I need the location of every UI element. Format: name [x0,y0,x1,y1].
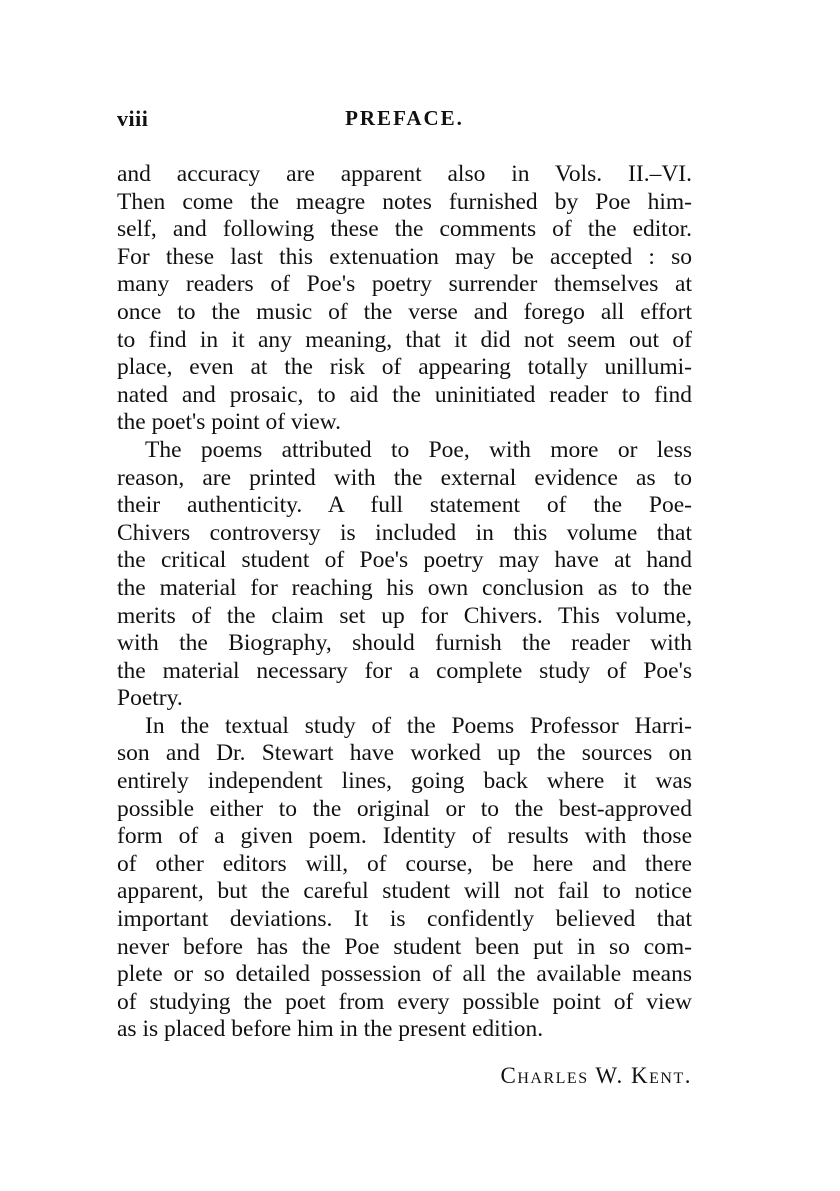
running-title: PREFACE. [345,106,464,130]
text-line: with the Biography, should furnish the reader with [117,630,692,657]
text-line: In the textual study of the Poems Professor Harri- [145,712,692,739]
text-line: the poet's point of view. [117,409,341,436]
text-line: the material for reaching his own conclusion as to the [117,574,692,601]
text-line: place, even at the risk of appearing totally unillumi- [117,354,692,381]
text-line: Chivers controversy is included in this volume that [117,519,692,546]
page-header [117,106,692,136]
text-line: as is placed before him in the present edition. [117,1016,544,1043]
text-line: plete or so detailed possession of all the available means [117,961,692,988]
text-line: Then come the meagre notes furnished by Poe him- [117,188,692,215]
text-line: reason, are printed with the external evidence as to [117,464,692,491]
paragraph [117,713,692,1044]
page-number: viii [117,106,149,131]
text-line: never before has the Poe student been put in so com- [117,933,692,960]
text-line: the material necessary for a complete study of Poe's [117,657,692,684]
text-line: entirely independent lines, going back where it was [117,768,692,795]
text-line: For these last this extenuation may be accepted : so [117,243,692,270]
text-line: son and Dr. Stewart have worked up the sources on [117,740,692,767]
text-line: apparent, but the careful student will not fail to notice [117,878,692,905]
text-line: many readers of Poe's poetry surrender themselves at [117,271,692,298]
text-line: form of a given poem. Identity of results with those [117,823,692,850]
text-line: of studying the poet from every possible point of view [117,988,692,1015]
text-line: once to the music of the verse and forego all effort [117,298,692,325]
paragraph [117,161,692,437]
text-line: possible either to the original or to the best-approved [117,795,692,822]
paragraph [117,437,692,713]
preface-body [117,161,692,1044]
text-line: nated and prosaic, to aid the uninitiated reader to find [117,381,692,408]
text-line: important deviations. It is confidently believed that [117,906,692,933]
text-line: The poems attributed to Poe, with more or less [145,436,692,463]
text-line: merits of the claim set up for Chivers. This volume, [117,602,692,629]
text-line: of other editors will, of course, be here and there [117,850,692,877]
text-line: and accuracy are apparent also in Vols. II.–VI. [117,161,692,187]
text-line: their authenticity. A full statement of the Poe- [117,492,692,519]
text-line: to find in it any meaning, that it did not seem out of [117,326,692,353]
author-signature: Charles W. Kent. [500,1063,692,1088]
text-line: Poetry. [117,685,183,712]
text-line: self, and following these the comments of the editor. [117,216,692,243]
text-line: the critical student of Poe's poetry may have at hand [117,547,692,574]
